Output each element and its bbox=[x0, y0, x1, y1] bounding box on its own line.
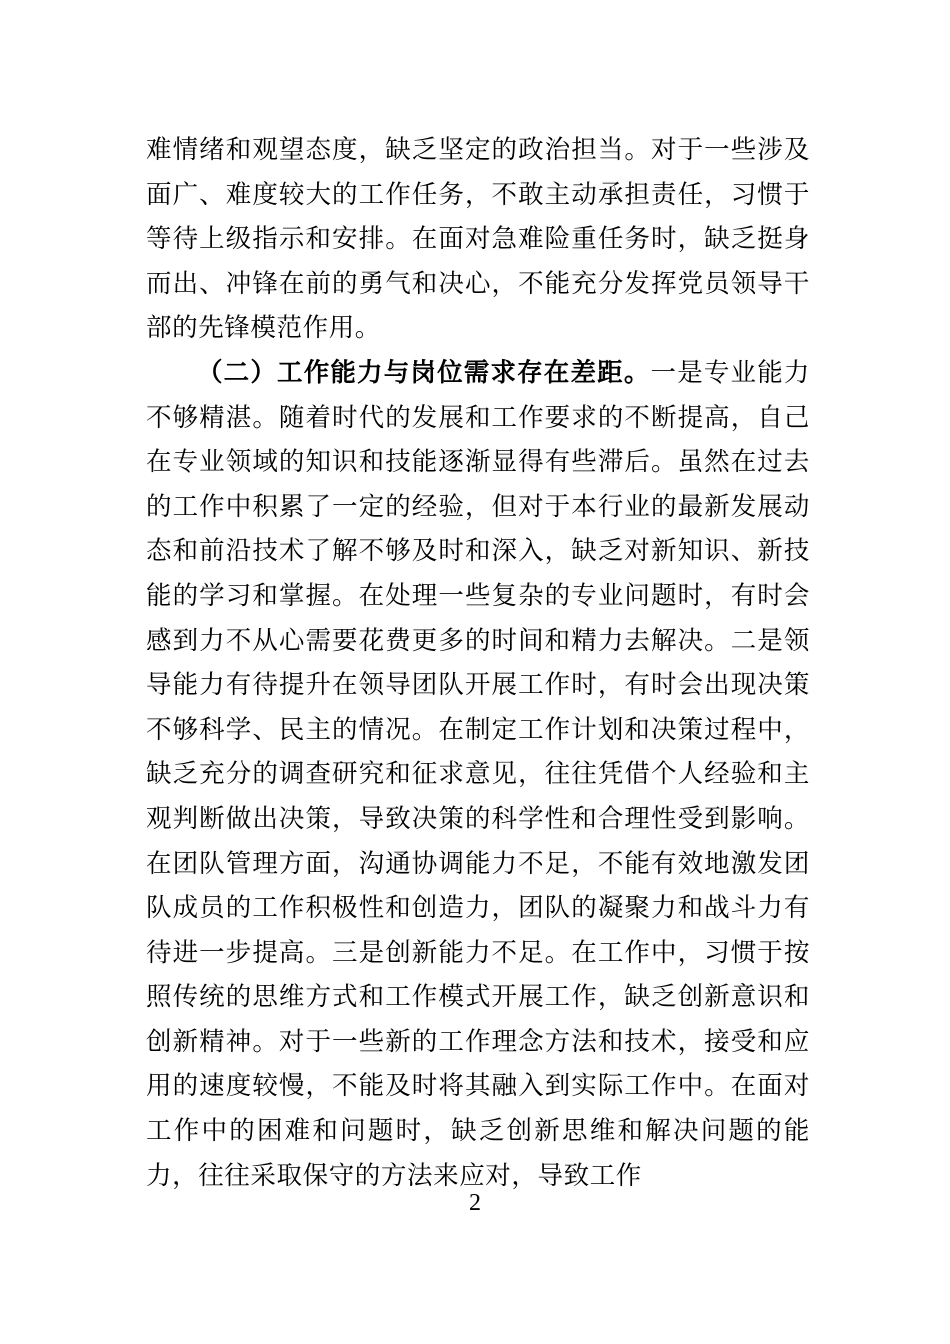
paragraph-section-two bbox=[146, 351, 810, 1198]
paragraph-continuation: 难情绪和观望态度，缺乏坚定的政治担当。对于一些涉及面广、难度较大的工作任务，不敢主动承担责任，习惯于等待上级指示和安排。在面对急难险重任务时，缺乏挺身而出、冲锋在前的勇气和决心，不能充分发挥党员领导干部的先锋模范作用。 bbox=[146, 135, 810, 344]
section-body: 一是专业能力不够精湛。随着时代的发展和工作要求的不断提高，自己在专业领域的知识和技能逐渐显得有些滞后。虽然在过去的工作中积累了一定的经验，但对于本行业的最新发展动态和前沿技术了解不够及时和深入，缺乏对新知识、新技能的学习和掌握。在处理一些复杂的专业问题时，有时会感到力不从心需要花费更多的时间和精力去解决。二是领导能力有待提升在领导团队开展工作时，有时会出现决策不够科学、民主的情况。在制定工作计划和决策过程中，缺乏充分的调查研究和征求意见，往往凭借个人经验和主观判断做出决策，导致决策的科学性和合理性受到影响。在团队管理方面，沟通协调能力不足，不能有效地激发团队成员的工作积极性和创造力，团队的凝聚力和战斗力有待进一步提高。三是创新能力不足。在工作中，习惯于按照传统的思维方式和工作模式开展工作，缺乏创新意识和创新精神。对于一些新的工作理念方法和技术，接受和应用的速度较慢，不能及时将其融入到实际工作中。在面对工作中的困难和问题时，缺乏创新思维和解决问题的能力，往往采取保守的方法来应对，导致工作 bbox=[146, 357, 810, 1191]
document-body bbox=[146, 128, 810, 1198]
section-heading: （二）工作能力与岗位需求存在差距。 bbox=[197, 357, 651, 388]
page-number: 2 bbox=[469, 1190, 481, 1216]
